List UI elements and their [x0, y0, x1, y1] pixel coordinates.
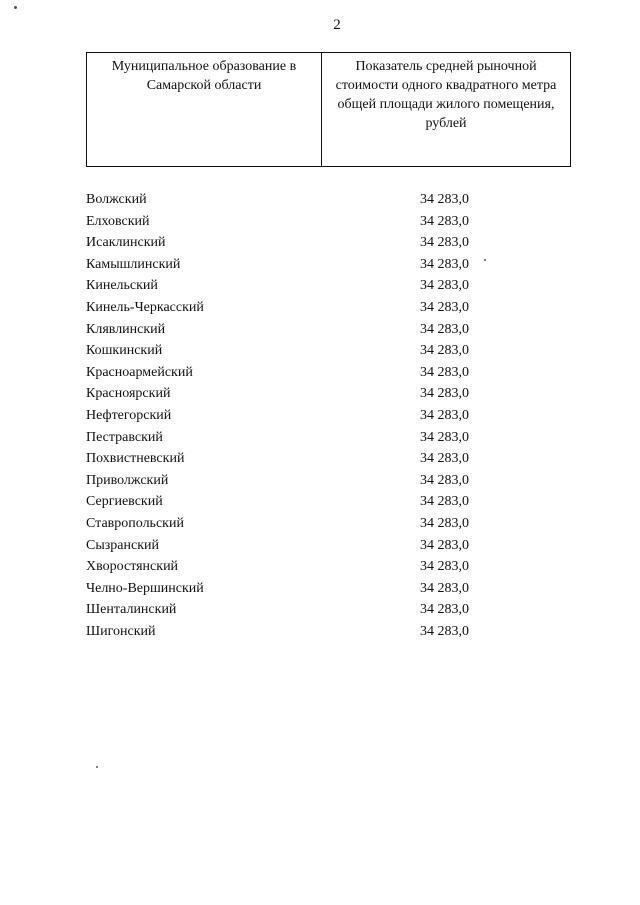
municipality-name: Шигонский: [86, 623, 156, 639]
table-row: [0, 405, 640, 427]
table-row: [0, 599, 640, 621]
table-row: [0, 383, 640, 405]
price-value: 34 283,0: [420, 235, 469, 251]
municipality-name: Красноярский: [86, 386, 171, 402]
scan-speck: [14, 6, 17, 9]
header-municipality: Муниципальное образование в Самарской области: [87, 53, 322, 166]
table-body: [0, 189, 640, 642]
price-value: 34 283,0: [420, 343, 469, 359]
municipality-name: Клявлинский: [86, 321, 166, 337]
municipality-name: Красноармейский: [86, 364, 193, 380]
price-value: 34 283,0: [420, 192, 469, 207]
price-value: 34 283,0: [420, 451, 469, 467]
municipality-name: Похвистневский: [86, 451, 185, 467]
municipality-name: Елховский: [86, 213, 150, 229]
scan-speck: [96, 766, 98, 768]
municipality-name: Кинельский: [86, 278, 158, 294]
price-value: 34 283,0: [420, 429, 469, 445]
municipality-name: Исаклинский: [86, 235, 166, 251]
table-row: [0, 254, 640, 276]
price-value: 34 283,0: [420, 364, 469, 380]
municipality-name: Волжский: [86, 192, 147, 207]
table-row: [0, 556, 640, 578]
table-row: [0, 275, 640, 297]
price-value: 34 283,0: [420, 256, 469, 272]
municipality-name: Хворостянский: [86, 559, 179, 575]
municipality-name: Челно-Вершинский: [86, 580, 204, 596]
table-row: [0, 340, 640, 362]
municipality-name: Пестравский: [86, 429, 163, 445]
table-row: [0, 578, 640, 600]
price-value: 34 283,0: [420, 537, 469, 553]
table-row: [0, 297, 640, 319]
price-value: 34 283,0: [420, 386, 469, 402]
table-row: [0, 513, 640, 535]
table-row: [0, 427, 640, 449]
price-value: 34 283,0: [420, 472, 469, 488]
page-number: 2: [333, 17, 341, 33]
price-value: 34 283,0: [420, 580, 469, 596]
price-value: 34 283,0: [420, 623, 469, 639]
table-row: [0, 362, 640, 384]
price-value: 34 283,0: [420, 602, 469, 618]
table-row: [0, 535, 640, 557]
price-value: 34 283,0: [420, 278, 469, 294]
price-value: 34 283,0: [420, 559, 469, 575]
municipality-name: Кинель-Черкасский: [86, 299, 204, 315]
scan-speck: [484, 259, 486, 261]
municipality-name: Шенталинский: [86, 602, 177, 618]
price-value: 34 283,0: [420, 515, 469, 531]
price-value: 34 283,0: [420, 213, 469, 229]
table-header: [86, 52, 571, 167]
table-row: [0, 189, 640, 211]
table-row: [0, 319, 640, 341]
table-row: [0, 448, 640, 470]
municipality-name: Ставропольский: [86, 515, 184, 531]
municipality-name: Сергиевский: [86, 494, 163, 510]
municipality-name: Кошкинский: [86, 343, 163, 359]
header-indicator: Показатель средней рыночной стоимости одного квадратного метра общей площади жилого помещения, рублей: [335, 59, 557, 131]
municipality-name: Приволжский: [86, 472, 169, 488]
price-value: 34 283,0: [420, 407, 469, 423]
table-row: [0, 470, 640, 492]
municipality-name: Камышлинский: [86, 256, 181, 272]
price-value: 34 283,0: [420, 321, 469, 337]
table-row: [0, 211, 640, 233]
municipality-name: Нефтегорский: [86, 407, 172, 423]
price-value: 34 283,0: [420, 299, 469, 315]
price-value: 34 283,0: [420, 494, 469, 510]
table-row: [0, 491, 640, 513]
table-row: [0, 621, 640, 643]
table-row: [0, 232, 640, 254]
municipality-name: Сызранский: [86, 537, 159, 553]
